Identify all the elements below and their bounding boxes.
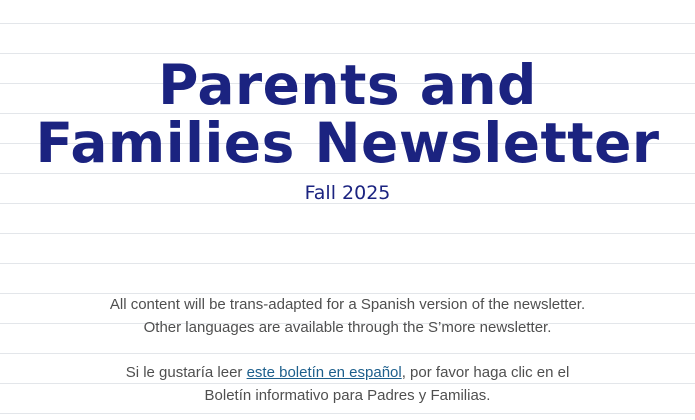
newsletter-header [0,53,695,205]
spanish-version-notice [0,361,695,407]
translation-notice [0,293,695,339]
spanish-notice-suffix: , por favor haga clic en el [401,364,570,381]
spanish-notice-line-2: Boletín informativo para Padres y Familias. [204,387,491,404]
page-title [0,53,695,175]
translation-notice-line-1: All content will be trans-adapted for a Spanish version of the newsletter. [109,296,586,313]
spanish-notice-prefix: Si le gustaría leer [125,364,247,381]
spanish-newsletter-link[interactable]: este boletín en español [246,364,402,381]
title-line-1: Parents and [158,53,537,117]
spanish-notice-line-1 [0,361,695,384]
season-subtitle: Fall 2025 [304,182,391,204]
translation-notice-line-2: Other languages are available through the S’more newsletter. [143,319,552,336]
title-line-2: Families Newsletter [35,111,660,175]
